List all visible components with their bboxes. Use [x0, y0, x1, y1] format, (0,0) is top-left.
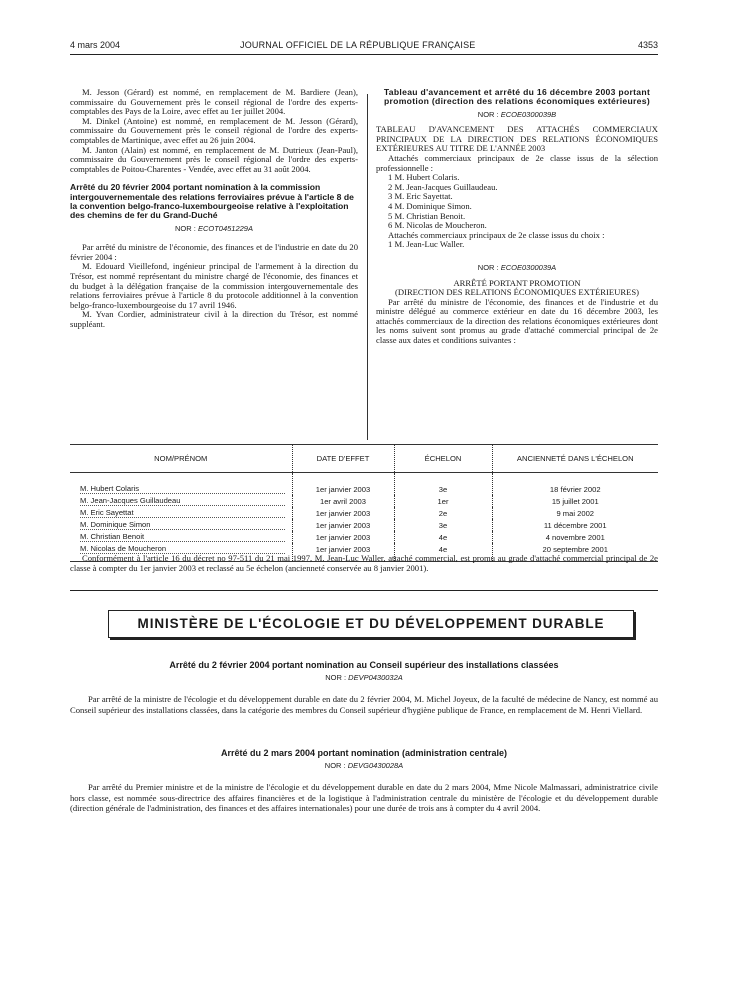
table-cell: 18 février 2002	[492, 473, 658, 496]
header-journal-title: JOURNAL OFFICIEL DE LA RÉPUBLIQUE FRANÇAISE	[240, 40, 476, 50]
arrete-title: Arrêté du 2 février 2004 portant nomination au Conseil supérieur des installations classées	[169, 660, 559, 670]
arrete-heading: ARRÊTÉ PORTANT PROMOTION	[453, 277, 581, 288]
nor-reference	[70, 673, 658, 682]
nor-label: NOR :	[175, 223, 196, 233]
nor-code: DEVP0430032A	[348, 673, 403, 682]
ministry-banner: MINISTÈRE DE L'ÉCOLOGIE ET DU DÉVELOPPEMENT DURABLE	[108, 610, 634, 638]
nor-label: NOR :	[477, 109, 499, 119]
list-item: 3 M. Eric Sayettat.	[388, 191, 453, 202]
nor-reference	[376, 110, 658, 120]
table-cell: 2e	[394, 507, 492, 519]
table-row	[70, 507, 658, 519]
arrete-title: Arrêté du 2 mars 2004 portant nomination (administration centrale)	[220, 748, 508, 758]
table-cell: 20 septembre 2001	[492, 543, 658, 562]
list-item: 6 M. Nicolas de Moucheron.	[388, 220, 487, 231]
table-header: NOM/PRÉNOM	[70, 445, 292, 473]
arrete-title: Arrêté du 20 février 2004 portant nomination à la commission intergouvernementale des relations ferroviaires prévue à l'article 8 de la convention belgo-franco-luxembourgeoise relative à l'exploitation des chemins de fer du Grand-Duché	[70, 182, 354, 221]
table-cell: M. Dominique Simon	[80, 520, 285, 530]
table-row	[70, 495, 658, 507]
table-cell: 1er janvier 2003	[292, 519, 394, 531]
table-cell: 11 décembre 2001	[492, 519, 658, 531]
paragraph: Par arrêté du Premier ministre et de la ministre de l'écologie et du développement durable en date du 2 mars 2004, Mme Nicole Malmassari, administratrice civile hors classe, est nommée sous-directrice des affaires financières et de la logistique à l'administration centrale du ministère de l'écologie et du développement durable (direction générale de l'administration, des finances et des affaires internationales) pour une durée de trois ans à compter du 4 avril 2004.	[70, 782, 658, 814]
nor-code: ECOE0300039B	[500, 109, 557, 119]
paragraph: Par arrêté du ministre de l'économie, des finances et de l'industrie et du ministre délégué au commerce extérieur en date du 16 décembre 2003, les attachés commerciaux de la direction des relations économiques extérieures dont les noms suivent sont promus au grade d'attaché commercial principal de 2e classe aux dates et conditions suivantes :	[376, 296, 658, 346]
nor-reference	[70, 224, 358, 234]
table-header: ÉCHELON	[394, 445, 492, 473]
arrete-block	[70, 660, 658, 715]
nor-reference	[376, 263, 658, 273]
table-header: ANCIENNETÉ DANS L'ÉCHELON	[492, 445, 658, 473]
arrete-block	[70, 748, 658, 814]
table-cell: 4 novembre 2001	[492, 531, 658, 543]
table-cell: 4e	[394, 543, 492, 562]
table-cell: 1er janvier 2003	[292, 531, 394, 543]
arrete-subheading: (DIRECTION DES RELATIONS ÉCONOMIQUES EXTÉRIEURES)	[395, 287, 639, 298]
paragraph: M. Edouard Vieillefond, ingénieur principal de l'armement à la direction du Trésor, est nommé représentant du ministre chargé de l'économie, des finances et du budget à la délégation française de la commission intergouvernementale des relations ferroviaires prévue à l'article 8 du protocole additionnel à la convention belgo-franco-luxembourgeoise du 17 avril 1946.	[70, 261, 358, 310]
paragraph: M. Jesson (Gérard) est nommé, en remplacement de M. Bardiere (Jean), commissaire du Gouvernement près le conseil régional de l'ordre des experts-comptables des Pays de la Loire, avec effet au 1er juillet 2004.	[70, 87, 358, 117]
header-page-number: 4353	[637, 40, 658, 50]
table-cell: M. Eric Sayettat	[80, 508, 285, 518]
left-column	[70, 88, 358, 329]
table-cell: 1er janvier 2003	[292, 543, 394, 562]
table-cell: M. Hubert Colaris	[80, 484, 285, 494]
list-item: 1 M. Jean-Luc Waller.	[388, 239, 465, 250]
tableau-heading: TABLEAU D'AVANCEMENT DES ATTACHÉS COMMERCIAUX PRINCIPAUX DE LA DIRECTION DES RELATIONS ÉCONOMIQUES EXTÉRIEURES AU TITRE DE L'ANNÉE 2003	[376, 124, 658, 154]
paragraph: M. Janton (Alain) est nommé, en remplacement de M. Dutrieux (Jean-Paul), commissaire du Gouvernement près le conseil régional de l'ordre des experts-comptables de Poitou-Charentes - Vendée, avec effet au 31 août 2004.	[70, 144, 358, 174]
paragraph: M. Dinkel (Antoine) est nommé, en remplacement de M. Jesson (Gérard), commissaire du Gouvernement près le conseil régional de l'ordre des experts-comptables de Martinique, avec effet au 26 juin 2004.	[70, 115, 358, 145]
table-cell: M. Jean-Jacques Guillaudeau	[80, 496, 285, 506]
table-header: DATE D'EFFET	[292, 445, 394, 473]
header-rule	[70, 54, 658, 55]
list-choix	[376, 240, 658, 250]
promotion-table	[70, 444, 658, 562]
nor-label: NOR :	[324, 761, 346, 770]
page-header	[70, 40, 658, 52]
table-row	[70, 531, 658, 543]
nor-reference	[70, 761, 658, 770]
paragraph: Conformément à l'article 16 du décret no 97-511 du 21 mai 1997, M. Jean-Luc Waller, attaché commercial, est promu au grade d'attaché commercial principal de 2e classe à compter du 1er janvier 2003 et reclassé au 5e échelon (ancienneté conservée au 8 janvier 2001).	[70, 553, 658, 573]
table-row	[70, 519, 658, 531]
nor-code: ECOE0300039A	[500, 262, 557, 272]
after-table-text	[70, 554, 658, 573]
list-item: 4 M. Dominique Simon.	[388, 200, 472, 211]
table-cell: M. Christian Benoit	[80, 532, 285, 542]
list-item: 2 M. Jean-Jacques Guillaudeau.	[388, 181, 498, 192]
paragraph: M. Yvan Cordier, administrateur civil à la direction du Trésor, est nommé suppléant.	[70, 309, 358, 329]
header-date: 4 mars 2004	[70, 40, 121, 50]
section-rule	[70, 590, 658, 591]
table-cell: 15 juillet 2001	[492, 495, 658, 507]
table-cell: 1er	[394, 495, 492, 507]
paragraph: Attachés commerciaux principaux de 2e classe issus de la sélection professionnelle :	[376, 152, 658, 173]
column-divider	[367, 94, 368, 440]
table-cell: 1er avril 2003	[292, 495, 394, 507]
nor-code: DEVG0430028A	[347, 761, 404, 770]
table-cell: 3e	[394, 473, 492, 496]
table-cell: 1er janvier 2003	[292, 473, 394, 496]
table-cell: 1er janvier 2003	[292, 507, 394, 519]
table-row	[70, 473, 658, 496]
table-cell: 4e	[394, 531, 492, 543]
table-cell: 3e	[394, 519, 492, 531]
tableau-title: Tableau d'avancement et arrêté du 16 décembre 2003 portant promotion (direction des relations économiques extérieures)	[383, 87, 651, 107]
paragraph: Par arrêté du ministre de l'économie, des finances et de l'industrie en date du 20 février 2004 :	[70, 242, 358, 262]
list-item: 5 M. Christian Benoit.	[388, 210, 466, 221]
list-item: 1 M. Hubert Colaris.	[388, 172, 460, 183]
nor-code: ECOT0451229A	[197, 223, 253, 233]
paragraph: Par arrêté de la ministre de l'écologie et du développement durable en date du 2 février 2004, M. Michel Joyeux, de la faculté de médecine de Nancy, est nommé au Conseil supérieur des installations classées, dans la catégorie des membres du Conseil supérieur d'hygiène publique de France, en remplacement de M. Henri Viellard.	[70, 694, 658, 715]
nor-label: NOR :	[325, 673, 347, 682]
table-cell: 9 mai 2002	[492, 507, 658, 519]
list-selection	[376, 173, 658, 231]
nor-label: NOR :	[477, 262, 499, 272]
paragraph: Attachés commerciaux principaux de 2e classe issus du choix :	[388, 229, 605, 240]
table-cell: M. Nicolas de Moucheron	[80, 544, 285, 554]
right-column	[376, 88, 658, 346]
